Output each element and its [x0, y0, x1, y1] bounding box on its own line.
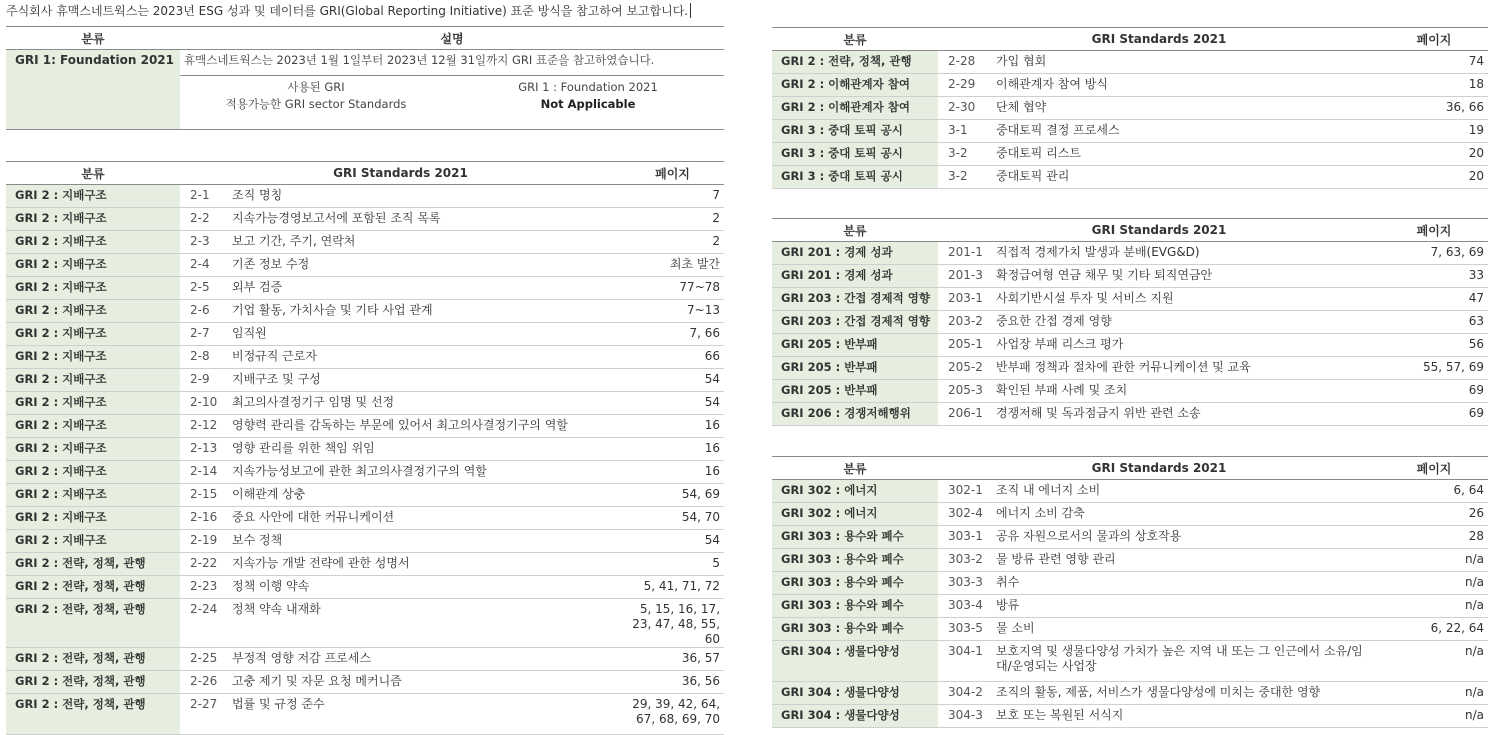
code-cell: 206-1	[938, 403, 990, 426]
category-cell: GRI 2 : 지배구조	[6, 484, 180, 507]
description-cell: 기존 정보 수정	[226, 254, 621, 277]
category-cell: GRI 3 : 중대 토픽 공시	[772, 143, 938, 166]
category-cell: GRI 2 : 지배구조	[6, 323, 180, 346]
category-cell: GRI 2 : 전략, 정책, 관행	[6, 576, 180, 599]
table-row	[772, 242, 1488, 265]
description-cell: 지속가능성보고에 관한 최고의사결정기구의 역할	[226, 461, 621, 484]
page-cell: 28	[1380, 526, 1488, 549]
code-cell: 2-24	[180, 599, 226, 648]
description-cell: 반부패 정책과 절차에 관한 커뮤니케이션 및 교육	[990, 357, 1380, 380]
page-cell: 6, 22, 64	[1380, 618, 1488, 641]
description-cell: 보호 또는 복원된 서식지	[990, 705, 1380, 728]
category-cell: GRI 2 : 이해관계자 참여	[772, 97, 938, 120]
page-cell: 5, 15, 16, 17, 23, 47, 48, 55, 60	[621, 599, 724, 648]
code-cell: 304-3	[938, 705, 990, 728]
category-cell: GRI 3 : 중대 토픽 공시	[772, 166, 938, 189]
col-header-standards: GRI Standards 2021	[938, 219, 1380, 242]
code-cell: 2-6	[180, 300, 226, 323]
table-row	[6, 461, 724, 484]
page-cell: 16	[621, 415, 724, 438]
table-row	[772, 595, 1488, 618]
code-cell: 303-4	[938, 595, 990, 618]
sector-standards-value: Not Applicable	[540, 97, 636, 111]
category-cell: GRI 304 : 생물다양성	[772, 641, 938, 682]
description-cell: 물 방류 관련 영향 관리	[990, 549, 1380, 572]
page-cell: 74	[1380, 51, 1488, 74]
table-row	[6, 484, 724, 507]
page-cell: 55, 57, 69	[1380, 357, 1488, 380]
category-cell: GRI 2 : 지배구조	[6, 415, 180, 438]
description-cell: 고충 제기 및 자문 요청 메커니즘	[226, 671, 621, 694]
code-cell: 2-28	[938, 51, 990, 74]
foundation-category: GRI 1: Foundation 2021	[6, 50, 180, 130]
table-row	[6, 530, 724, 553]
table-row	[772, 288, 1488, 311]
description-cell: 최고의사결정기구 임명 및 선정	[226, 392, 621, 415]
code-cell: 304-2	[938, 682, 990, 705]
table-row	[772, 380, 1488, 403]
page-cell: 7~13	[621, 300, 724, 323]
foundation-table	[6, 26, 724, 130]
page-cell: 16	[621, 461, 724, 484]
category-cell: GRI 303 : 용수와 폐수	[772, 618, 938, 641]
code-cell: 2-10	[180, 392, 226, 415]
text-cursor	[690, 3, 691, 18]
code-cell: 303-3	[938, 572, 990, 595]
page-cell: n/a	[1380, 549, 1488, 572]
description-cell: 영향 관리를 위한 책임 위임	[226, 438, 621, 461]
page-cell: 2	[621, 231, 724, 254]
description-cell: 임직원	[226, 323, 621, 346]
gri-300-table	[772, 456, 1488, 728]
code-cell: 201-1	[938, 242, 990, 265]
category-cell: GRI 304 : 생물다양성	[772, 682, 938, 705]
category-cell: GRI 2 : 지배구조	[6, 254, 180, 277]
description-cell: 방류	[990, 595, 1380, 618]
page-cell: 18	[1380, 74, 1488, 97]
description-cell: 에너지 소비 감축	[990, 503, 1380, 526]
category-cell: GRI 2 : 지배구조	[6, 369, 180, 392]
page-cell: 5	[621, 553, 724, 576]
table-row	[6, 507, 724, 530]
category-cell: GRI 304 : 생물다양성	[772, 705, 938, 728]
category-cell: GRI 2 : 지배구조	[6, 438, 180, 461]
code-cell: 2-26	[180, 671, 226, 694]
description-cell: 지배구조 및 구성	[226, 369, 621, 392]
table-row	[6, 553, 724, 576]
code-cell: 2-19	[180, 530, 226, 553]
col-header-description: 설명	[180, 27, 724, 50]
category-cell: GRI 303 : 용수와 폐수	[772, 595, 938, 618]
table-row	[6, 369, 724, 392]
description-cell: 이해관계 상충	[226, 484, 621, 507]
col-header-category: 분류	[772, 28, 938, 51]
code-cell: 2-25	[180, 648, 226, 671]
description-cell: 조직의 활동, 제품, 서비스가 생물다양성에 미치는 중대한 영향	[990, 682, 1380, 705]
page-cell: 33	[1380, 265, 1488, 288]
code-cell: 2-12	[180, 415, 226, 438]
category-cell: GRI 206 : 경쟁저해행위	[772, 403, 938, 426]
page-cell: n/a	[1380, 705, 1488, 728]
code-cell: 3-2	[938, 143, 990, 166]
table-row	[772, 403, 1488, 426]
description-cell: 영향력 관리를 감독하는 부문에 있어서 최고의사결정기구의 역할	[226, 415, 621, 438]
category-cell: GRI 2 : 지배구조	[6, 530, 180, 553]
description-cell: 중요 사안에 대한 커뮤니케이션	[226, 507, 621, 530]
code-cell: 2-16	[180, 507, 226, 530]
table-row	[6, 323, 724, 346]
page-cell: 36, 66	[1380, 97, 1488, 120]
gri-2-table	[6, 161, 724, 735]
description-cell: 취수	[990, 572, 1380, 595]
description-cell: 중대토픽 관리	[990, 166, 1380, 189]
code-cell: 2-9	[180, 369, 226, 392]
description-cell: 사회기반시설 투자 및 서비스 지원	[990, 288, 1380, 311]
category-cell: GRI 303 : 용수와 폐수	[772, 526, 938, 549]
page-cell: 20	[1380, 166, 1488, 189]
description-cell: 정책 약속 내재화	[226, 599, 621, 648]
page-cell: 최초 발간	[621, 254, 724, 277]
category-cell: GRI 302 : 에너지	[772, 480, 938, 503]
table-row	[772, 480, 1488, 503]
page-cell: 54, 70	[621, 507, 724, 530]
table-row	[772, 572, 1488, 595]
table-row	[772, 51, 1488, 74]
category-cell: GRI 205 : 반부패	[772, 380, 938, 403]
category-cell: GRI 2 : 전략, 정책, 관행	[6, 599, 180, 648]
category-cell: GRI 2 : 지배구조	[6, 392, 180, 415]
category-cell: GRI 205 : 반부패	[772, 357, 938, 380]
sector-standards-label: 적용가능한 GRI sector Standards	[225, 97, 407, 111]
table-row	[772, 503, 1488, 526]
category-cell: GRI 2 : 지배구조	[6, 461, 180, 484]
code-cell: 2-29	[938, 74, 990, 97]
description-cell: 비정규직 근로자	[226, 346, 621, 369]
category-cell: GRI 2 : 이해관계자 참여	[772, 74, 938, 97]
table-row	[772, 618, 1488, 641]
page-cell: 7, 63, 69	[1380, 242, 1488, 265]
description-cell: 외부 검증	[226, 277, 621, 300]
code-cell: 302-1	[938, 480, 990, 503]
col-header-category: 분류	[772, 457, 938, 480]
table-row	[772, 166, 1488, 189]
table-row	[772, 265, 1488, 288]
page-cell: 66	[621, 346, 724, 369]
intro-text: 주식회사 휴맥스네트웍스는 2023년 ESG 성과 및 데이터를 GRI(Global Reporting Initiative) 표준 방식을 참고하여 보고합니다.	[6, 2, 691, 19]
code-cell: 2-7	[180, 323, 226, 346]
description-cell: 보고 기간, 주기, 연락처	[226, 231, 621, 254]
page-cell: 29, 39, 42, 64, 67, 68, 69, 70	[621, 694, 724, 735]
table-row	[6, 231, 724, 254]
description-cell: 가입 협회	[990, 51, 1380, 74]
category-cell: GRI 2 : 전략, 정책, 관행	[6, 694, 180, 735]
table-row	[772, 682, 1488, 705]
used-gri-label: 사용된 GRI	[287, 80, 345, 94]
description-cell: 정책 이행 약속	[226, 576, 621, 599]
code-cell: 2-27	[180, 694, 226, 735]
col-header-category: 분류	[772, 219, 938, 242]
page-cell: 77~78	[621, 277, 724, 300]
description-cell: 중대토픽 결정 프로세스	[990, 120, 1380, 143]
code-cell: 2-23	[180, 576, 226, 599]
category-cell: GRI 302 : 에너지	[772, 503, 938, 526]
foundation-statement: 휴맥스네트웍스는 2023년 1월 1일부터 2023년 12월 31일까지 GRI 표준을 참고하였습니다.	[180, 50, 724, 76]
col-header-category: 분류	[6, 162, 180, 185]
description-cell: 법률 및 규정 준수	[226, 694, 621, 735]
page-cell: 69	[1380, 380, 1488, 403]
page-cell: 6, 64	[1380, 480, 1488, 503]
description-cell: 조직 명칭	[226, 185, 621, 208]
table-row	[6, 671, 724, 694]
gri-2-3-table	[772, 27, 1488, 189]
table-row	[772, 705, 1488, 728]
page-cell: n/a	[1380, 641, 1488, 682]
page-cell: 47	[1380, 288, 1488, 311]
code-cell: 303-2	[938, 549, 990, 572]
category-cell: GRI 201 : 경제 성과	[772, 265, 938, 288]
code-cell: 2-1	[180, 185, 226, 208]
foundation-labels	[180, 76, 452, 130]
table-row	[6, 185, 724, 208]
table-row	[772, 311, 1488, 334]
col-header-page: 페이지	[1380, 28, 1488, 51]
category-cell: GRI 2 : 지배구조	[6, 300, 180, 323]
description-cell: 중요한 간접 경제 영향	[990, 311, 1380, 334]
table-row	[6, 694, 724, 735]
col-header-page: 페이지	[1380, 457, 1488, 480]
code-cell: 303-1	[938, 526, 990, 549]
gri-200-table	[772, 218, 1488, 426]
table-row	[772, 357, 1488, 380]
description-cell: 부정적 영향 저감 프로세스	[226, 648, 621, 671]
description-cell: 지속가능경영보고서에 포함된 조직 목록	[226, 208, 621, 231]
code-cell: 205-2	[938, 357, 990, 380]
col-header-standards: GRI Standards 2021	[938, 28, 1380, 51]
code-cell: 303-5	[938, 618, 990, 641]
table-row	[772, 120, 1488, 143]
page-cell: 63	[1380, 311, 1488, 334]
table-row	[6, 254, 724, 277]
page-cell: 54, 69	[621, 484, 724, 507]
category-cell: GRI 2 : 지배구조	[6, 185, 180, 208]
code-cell: 2-14	[180, 461, 226, 484]
code-cell: 2-30	[938, 97, 990, 120]
code-cell: 203-2	[938, 311, 990, 334]
table-row	[772, 74, 1488, 97]
used-gri-value: GRI 1 : Foundation 2021	[518, 80, 658, 94]
code-cell: 302-4	[938, 503, 990, 526]
page-cell: n/a	[1380, 595, 1488, 618]
table-row	[6, 415, 724, 438]
table-row	[772, 97, 1488, 120]
code-cell: 2-22	[180, 553, 226, 576]
category-cell: GRI 3 : 중대 토픽 공시	[772, 120, 938, 143]
description-cell: 기업 활동, 가치사슬 및 기타 사업 관계	[226, 300, 621, 323]
page-cell: 2	[621, 208, 724, 231]
page-cell: 69	[1380, 403, 1488, 426]
category-cell: GRI 2 : 지배구조	[6, 277, 180, 300]
description-cell: 공유 자원으로서의 물과의 상호작용	[990, 526, 1380, 549]
table-row	[6, 599, 724, 648]
col-header-page: 페이지	[1380, 219, 1488, 242]
page-cell: 7, 66	[621, 323, 724, 346]
code-cell: 2-15	[180, 484, 226, 507]
table-row	[6, 392, 724, 415]
col-header-standards: GRI Standards 2021	[938, 457, 1380, 480]
category-cell: GRI 2 : 지배구조	[6, 208, 180, 231]
col-header-page: 페이지	[621, 162, 724, 185]
category-cell: GRI 2 : 전략, 정책, 관행	[6, 648, 180, 671]
description-cell: 이해관계자 참여 방식	[990, 74, 1380, 97]
category-cell: GRI 2 : 지배구조	[6, 346, 180, 369]
page-cell: 26	[1380, 503, 1488, 526]
page-cell: 20	[1380, 143, 1488, 166]
page-cell: 36, 56	[621, 671, 724, 694]
category-cell: GRI 303 : 용수와 폐수	[772, 572, 938, 595]
category-cell: GRI 2 : 전략, 정책, 관행	[6, 553, 180, 576]
code-cell: 3-1	[938, 120, 990, 143]
code-cell: 2-13	[180, 438, 226, 461]
code-cell: 205-1	[938, 334, 990, 357]
code-cell: 2-5	[180, 277, 226, 300]
code-cell: 203-1	[938, 288, 990, 311]
table-row	[772, 143, 1488, 166]
category-cell: GRI 2 : 지배구조	[6, 231, 180, 254]
table-row	[6, 300, 724, 323]
table-row	[6, 648, 724, 671]
page-cell: 7	[621, 185, 724, 208]
page-cell: 54	[621, 530, 724, 553]
description-cell: 중대토픽 리스트	[990, 143, 1380, 166]
description-cell: 경쟁저해 및 독과점금지 위반 관련 소송	[990, 403, 1380, 426]
table-row	[6, 576, 724, 599]
description-cell: 조직 내 에너지 소비	[990, 480, 1380, 503]
table-row	[6, 438, 724, 461]
category-cell: GRI 303 : 용수와 폐수	[772, 549, 938, 572]
code-cell: 2-3	[180, 231, 226, 254]
page-cell: 54	[621, 392, 724, 415]
page-cell: 54	[621, 369, 724, 392]
description-cell: 보수 정책	[226, 530, 621, 553]
category-cell: GRI 201 : 경제 성과	[772, 242, 938, 265]
category-cell: GRI 2 : 지배구조	[6, 507, 180, 530]
table-row	[6, 346, 724, 369]
page-cell: 5, 41, 71, 72	[621, 576, 724, 599]
category-cell: GRI 203 : 간접 경제적 영향	[772, 311, 938, 334]
description-cell: 직접적 경제가치 발생과 분배(EVG&D)	[990, 242, 1380, 265]
page-cell: 19	[1380, 120, 1488, 143]
category-cell: GRI 205 : 반부패	[772, 334, 938, 357]
page-cell: 36, 57	[621, 648, 724, 671]
code-cell: 2-4	[180, 254, 226, 277]
table-row	[772, 526, 1488, 549]
table-row	[772, 334, 1488, 357]
page-cell: n/a	[1380, 682, 1488, 705]
foundation-values	[452, 76, 724, 130]
col-header-standards: GRI Standards 2021	[180, 162, 621, 185]
table-row	[772, 641, 1488, 682]
page-cell: 56	[1380, 334, 1488, 357]
description-cell: 지속가능 개발 전략에 관한 성명서	[226, 553, 621, 576]
code-cell: 3-2	[938, 166, 990, 189]
description-cell: 사업장 부패 리스크 평가	[990, 334, 1380, 357]
col-header-category: 분류	[6, 27, 180, 50]
code-cell: 201-3	[938, 265, 990, 288]
code-cell: 304-1	[938, 641, 990, 682]
description-cell: 확정급여형 연금 채무 및 기타 퇴직연금안	[990, 265, 1380, 288]
category-cell: GRI 2 : 전략, 정책, 관행	[772, 51, 938, 74]
code-cell: 2-8	[180, 346, 226, 369]
category-cell: GRI 203 : 간접 경제적 영향	[772, 288, 938, 311]
code-cell: 2-2	[180, 208, 226, 231]
description-cell: 단체 협약	[990, 97, 1380, 120]
description-cell: 보호지역 및 생물다양성 가치가 높은 지역 내 또는 그 인근에서 소유/임대/운영되는 사업장	[990, 641, 1380, 682]
table-row	[6, 208, 724, 231]
description-cell: 물 소비	[990, 618, 1380, 641]
table-row	[772, 549, 1488, 572]
page-cell: n/a	[1380, 572, 1488, 595]
code-cell: 205-3	[938, 380, 990, 403]
category-cell: GRI 2 : 전략, 정책, 관행	[6, 671, 180, 694]
page-cell: 16	[621, 438, 724, 461]
table-row	[6, 277, 724, 300]
description-cell: 확인된 부패 사례 및 조치	[990, 380, 1380, 403]
